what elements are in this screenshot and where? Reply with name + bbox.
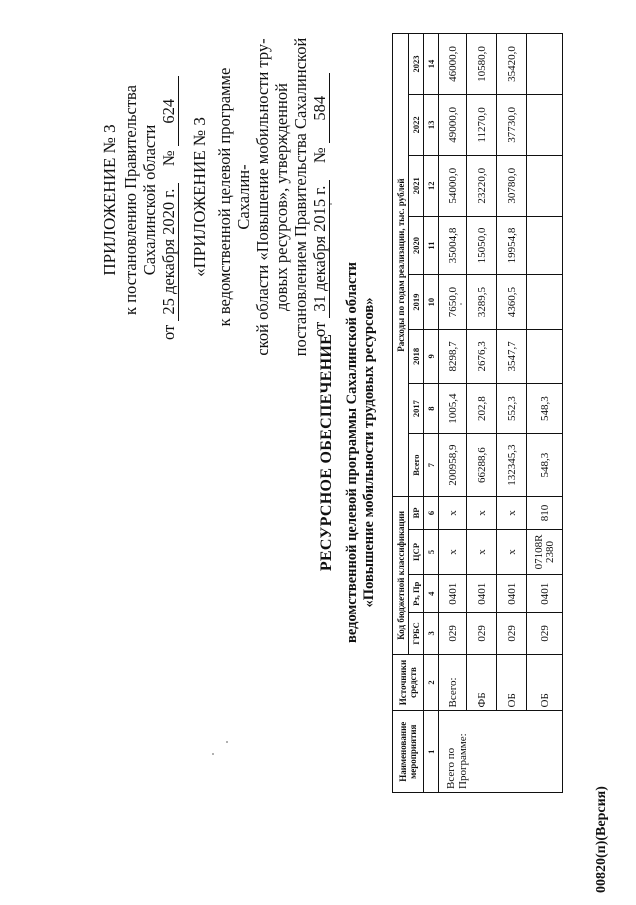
value-cell: 49000,0	[439, 94, 467, 155]
header-source: Источники средств	[393, 654, 424, 711]
grbs-cell: 029	[439, 613, 467, 654]
value-cell: 37730,0	[497, 94, 527, 155]
number-label: №	[159, 150, 178, 167]
grbs-cell: 029	[467, 613, 497, 654]
header-year: 2022	[409, 94, 424, 155]
column-number: 5	[424, 529, 439, 574]
appendix-top-number: 624	[159, 76, 179, 146]
appendix-top-line1: к постановлению Правительства	[121, 85, 140, 315]
footer-version: 00820(п)(Версия)	[594, 786, 609, 893]
title-line1: РЕСУРСНОЕ ОБЕСПЕЧЕНИЕ	[318, 333, 335, 572]
vr-cell: х	[467, 497, 497, 530]
appendix-top-date: 25 декабря 2020 г.	[159, 183, 179, 321]
total-cell: 200958,9	[439, 434, 467, 497]
rzpr-cell: 0401	[527, 575, 563, 613]
appendix-program-date: 31 декабря 2015 г.	[310, 180, 330, 318]
table-row	[497, 34, 527, 793]
source-cell: Всего:	[439, 654, 467, 711]
column-number-row	[424, 34, 439, 793]
value-cell: 7650,0	[439, 275, 467, 329]
value-cell: 30780,0	[497, 155, 527, 216]
appendix-program-line4: постановлением Правительства Сахалинской	[291, 37, 310, 357]
header-expenses: Расходы по годам реализации, тыс. рублей	[393, 34, 409, 497]
header-year: 2021	[409, 155, 424, 216]
appendix-program-line3: довых ресурсов», утвержденной	[272, 83, 291, 311]
value-cell: 35004,8	[439, 216, 467, 275]
appendix-program-number: 584	[310, 73, 330, 143]
value-cell	[527, 155, 563, 216]
value-cell: 1005,4	[439, 384, 467, 434]
source-cell: ФБ	[467, 654, 497, 711]
value-cell: 552,3	[497, 384, 527, 434]
scan-speck	[212, 753, 214, 755]
csr-cell: х	[467, 529, 497, 574]
header-year: 2020	[409, 216, 424, 275]
table-row	[439, 34, 467, 793]
rzpr-cell: 0401	[467, 575, 497, 613]
value-cell: 548,3	[527, 384, 563, 434]
column-number: 8	[424, 384, 439, 434]
value-cell	[527, 94, 563, 155]
header-total: Всего	[409, 434, 424, 497]
header-budget-code: Код бюджетной классификации	[393, 497, 409, 654]
value-cell: 2676,3	[467, 329, 497, 383]
value-cell	[527, 275, 563, 329]
value-cell	[527, 216, 563, 275]
column-number: 12	[424, 155, 439, 216]
appendix-top	[100, 40, 179, 360]
program-name: Всего по Программе:	[445, 733, 469, 789]
appendix-program-title: «ПРИЛОЖЕНИЕ № 3	[190, 117, 209, 277]
value-cell: 202,8	[467, 384, 497, 434]
value-cell: 10580,0	[467, 34, 497, 95]
appendix-program-line2: ской области «Повышение мобильности тру-	[253, 38, 272, 356]
vr-cell: х	[439, 497, 467, 530]
appendix-program	[190, 37, 330, 357]
header-year: 2019	[409, 275, 424, 329]
column-number: 4	[424, 575, 439, 613]
title-line3: «Повышение мобильности трудовых ресурсов»	[361, 297, 377, 608]
header-year: 2018	[409, 329, 424, 383]
program-name-cell	[439, 711, 563, 793]
total-cell: 548,3	[527, 434, 563, 497]
csr-cell: х	[497, 529, 527, 574]
appendix-top-date-line	[159, 40, 179, 360]
value-cell: 23220,0	[467, 155, 497, 216]
grbs-cell: 029	[527, 613, 563, 654]
rzpr-cell: 0401	[439, 575, 467, 613]
value-cell: 15050,0	[467, 216, 497, 275]
column-number: 1	[424, 711, 439, 793]
header-year: 2023	[409, 34, 424, 95]
title-line2: ведомственной целевой программы Сахалинской области	[344, 262, 360, 643]
column-number: 6	[424, 497, 439, 530]
column-number: 14	[424, 34, 439, 95]
header-rzpr: Рз, Пр	[409, 575, 424, 613]
from-label: от	[159, 324, 178, 340]
rzpr-cell: 0401	[497, 575, 527, 613]
value-cell	[527, 329, 563, 383]
header-name: Наименование мероприятия	[393, 711, 424, 793]
value-cell: 19954,8	[497, 216, 527, 275]
scan-speck	[226, 741, 228, 743]
table-row	[467, 34, 497, 793]
csr-cell: 07108R 2380	[527, 529, 563, 574]
source-cell: ОБ	[497, 654, 527, 711]
appendix-top-title: ПРИЛОЖЕНИЕ № 3	[100, 124, 119, 276]
column-number: 9	[424, 329, 439, 383]
appendix-top-line2: Сахалинской области	[140, 124, 159, 276]
header-vr: ВР	[409, 497, 424, 530]
header-grbs: ГРБС	[409, 613, 424, 654]
column-number: 2	[424, 654, 439, 711]
value-cell: 54000,0	[439, 155, 467, 216]
resource-table	[392, 33, 563, 793]
scan-speck	[460, 303, 462, 305]
value-cell: 3289,5	[467, 275, 497, 329]
column-number: 3	[424, 613, 439, 654]
table-row	[527, 34, 563, 793]
value-cell: 4360,5	[497, 275, 527, 329]
total-cell: 132345,3	[497, 434, 527, 497]
scan-speck	[330, 203, 332, 205]
value-cell: 3547,7	[497, 329, 527, 383]
document-title	[318, 0, 378, 905]
header-csr: ЦСР	[409, 529, 424, 574]
value-cell: 35420,0	[497, 34, 527, 95]
value-cell	[527, 34, 563, 95]
total-cell: 66288,6	[467, 434, 497, 497]
header-year: 2017	[409, 384, 424, 434]
column-number: 7	[424, 434, 439, 497]
csr-cell: х	[439, 529, 467, 574]
column-number: 13	[424, 94, 439, 155]
column-number: 10	[424, 275, 439, 329]
vr-cell: 810	[527, 497, 563, 530]
value-cell: 8298,7	[439, 329, 467, 383]
value-cell: 46000,0	[439, 34, 467, 95]
vr-cell: х	[497, 497, 527, 530]
source-cell: ОБ	[527, 654, 563, 711]
number-label: №	[310, 147, 329, 164]
grbs-cell: 029	[497, 613, 527, 654]
column-number: 11	[424, 216, 439, 275]
from-label: от	[310, 321, 329, 337]
appendix-program-line1: к ведомственной целевой программе Сахалин-	[215, 67, 253, 327]
value-cell: 11270,0	[467, 94, 497, 155]
